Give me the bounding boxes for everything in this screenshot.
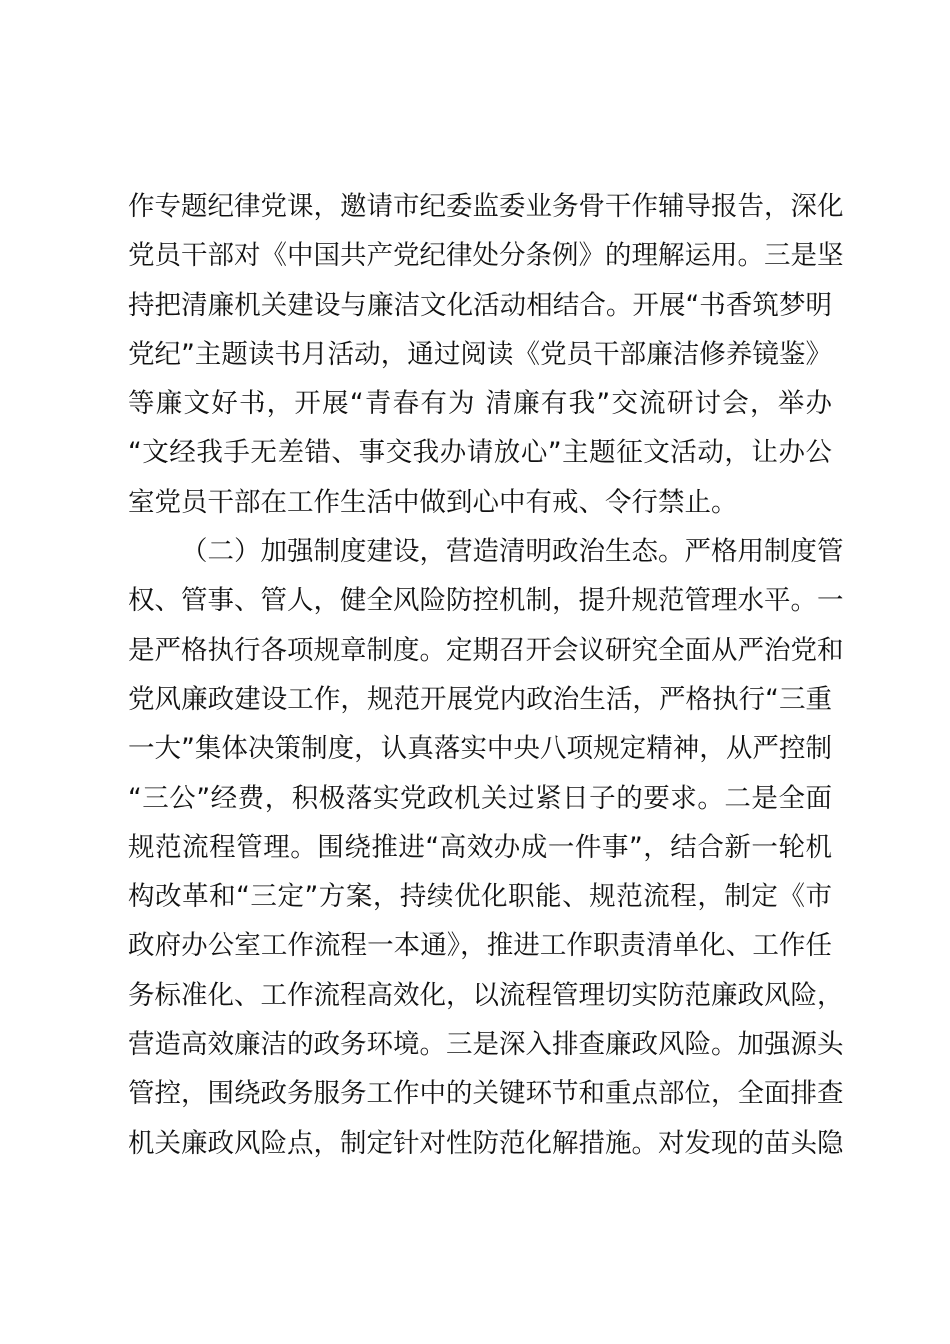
text-line: 管控，围绕政务服务工作中的关键环节和重点部位，全面排查 — [128, 1078, 844, 1110]
text-line: 党员干部对《中国共产党纪律处分条例》的理解运用。三是坚 — [128, 240, 844, 272]
text-line: 权、管事、管人，健全风险防控机制，提升规范管理水平。一 — [128, 585, 844, 617]
text-line: 持把清廉机关建设与廉洁文化活动相结合。开展“书香筑梦明 — [128, 289, 832, 321]
text-line: 机关廉政风险点，制定针对性防范化解措施。对发现的苗头隐 — [128, 1127, 844, 1159]
text-line: 是严格执行各项规章制度。定期召开会议研究全面从严治党和 — [128, 634, 844, 666]
paragraph-end-line: 室党员干部在工作生活中做到心中有戒、令行禁止。 — [128, 486, 738, 518]
text-line: 一大”集体决策制度，认真落实中央八项规定精神，从严控制 — [128, 733, 832, 765]
text-line: 政府办公室工作流程一本通》，推进工作职责清单化、工作任 — [128, 930, 832, 962]
text-line: 党纪”主题读书月活动，通过阅读《党员干部廉洁修养镜鉴》 — [128, 338, 832, 370]
text-line: 党风廉政建设工作，规范开展党内政治生活，严格执行“三重 — [128, 683, 832, 715]
body-text — [128, 182, 844, 1168]
text-line: 作专题纪律党课，邀请市纪委监委业务骨干作辅导报告，深化 — [128, 191, 844, 222]
text-line: “三公”经费，积极落实党政机关过紧日子的要求。二是全面 — [128, 782, 832, 814]
text-line: 营造高效廉洁的政务环境。三是深入排查廉政风险。加强源头 — [128, 1029, 844, 1061]
text-line: “文经我手无差错、事交我办请放心”主题征文活动，让办公 — [128, 437, 832, 469]
paragraph-first-line: （二）加强制度建设，营造清明政治生态。严格用制度管 — [181, 536, 844, 568]
text-line: 等廉文好书，开展“青春有为 清廉有我”交流研讨会，举办 — [128, 388, 832, 420]
text-line: 规范流程管理。围绕推进“高效办成一件事”，结合新一轮机 — [128, 831, 832, 863]
text-line: 务标准化、工作流程高效化，以流程管理切实防范廉政风险， — [128, 979, 844, 1011]
text-line: 构改革和“三定”方案，持续优化职能、规范流程，制定《市 — [128, 881, 832, 913]
